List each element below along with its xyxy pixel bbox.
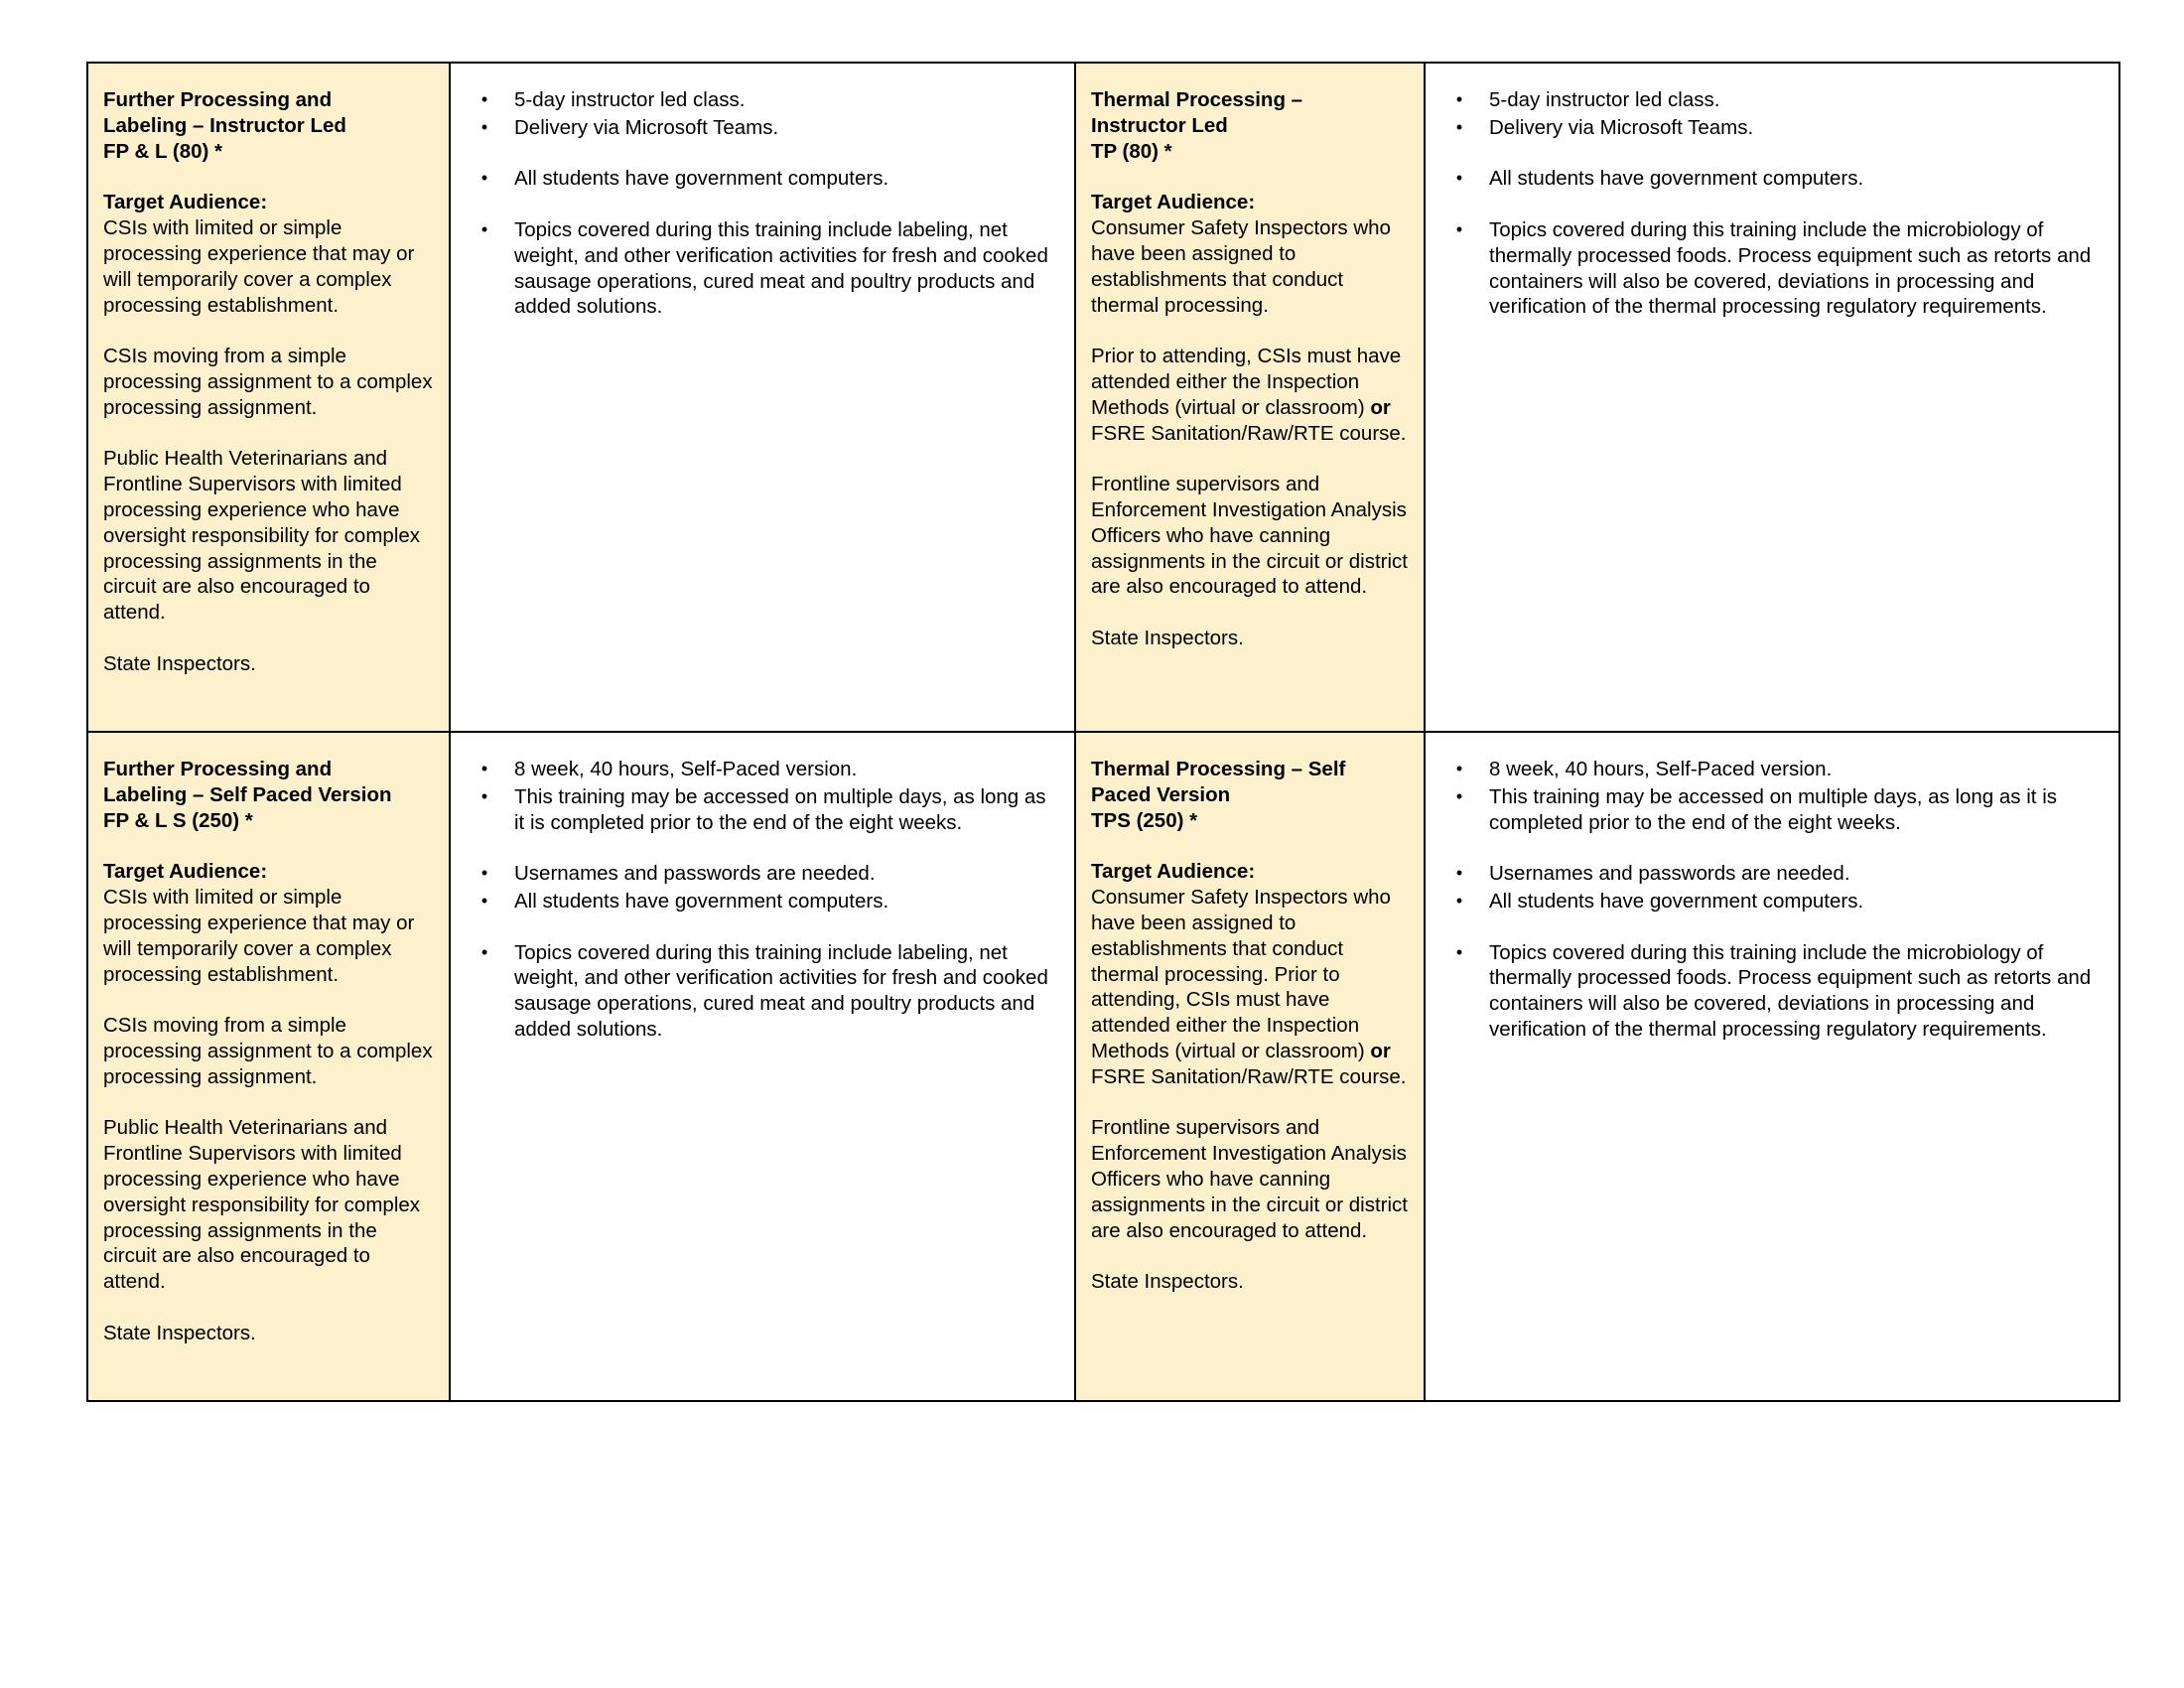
list-item-text: All students have government computers. [1489,167,1864,191]
bullet-list [475,166,1058,192]
list-item [475,166,1058,192]
target-audience-heading: Target Audience: [1091,191,1256,214]
course-title-line: Instructor Led [1091,113,1228,137]
course-title-line: Labeling – Instructor Led [103,113,346,137]
list-item [1449,861,2103,887]
course-title-line: Thermal Processing – Self [1091,758,1346,780]
course-title-cell [1075,63,1425,732]
list-item [1449,940,2103,1043]
bullet-list [475,861,1058,914]
list-item-text: 5-day instructor led class. [514,88,746,111]
list-item [1449,889,2103,914]
list-item [475,87,1058,113]
course-title-line: FP & L S (250) * [103,808,253,832]
bullet-icon: • [480,168,488,189]
list-item [475,217,1058,320]
course-details-cell [1425,63,2119,732]
bullet-list [475,940,1058,1043]
bullet-icon: • [1455,785,1463,806]
list-item [475,757,1058,782]
course-title-line: Paced Version [1091,782,1231,806]
list-item-text: Delivery via Microsoft Teams. [514,115,779,139]
list-item-text: This training may be accessed on multiple days, as long as it is completed prior to the end of the eight weeks. [514,784,1046,834]
bullet-list [1449,757,2103,835]
audience-paragraph: Public Health Veterinarians and Frontline Supervisors with limited processing experience who have oversight responsibility for complex processing assignments in the circuit are also encouraged to attend. [103,447,421,625]
list-item-text: Topics covered during this training include the microbiology of thermally processed foods. Process equipment such as retorts and containers will also be covered, deviations in processing and verification of the thermal processing regulatory requirements. [1489,217,2092,319]
course-title-line: Labeling – Self Paced Version [103,782,392,806]
target-audience-heading: Target Audience: [1091,860,1256,884]
course-title [103,87,435,164]
list-item-text: Topics covered during this training include labeling, net weight, and other verification activities for fresh and cooked sausage operations, cured meat and poultry products and added solutions. [514,940,1048,1041]
bullet-icon: • [1455,890,1463,911]
audience-paragraph [1091,344,1410,446]
bullet-icon: • [480,759,488,778]
list-item-text: All students have government computers. [514,167,889,191]
audience-paragraph: CSIs with limited or simple processing experience that may or will temporarily cover a complex processing establishment. [103,886,415,986]
bullet-icon: • [1455,941,1463,962]
list-item [1449,87,2103,113]
table-row [87,732,2119,1401]
list-item [1449,757,2103,782]
course-title-line: TPS (250) * [1091,808,1198,832]
course-details-cell [450,63,1075,732]
course-title-cell [1075,732,1425,1401]
audience-paragraph: Frontline supervisors and Enforcement Investigation Analysis Officers who have canning assignments in the circuit or district are also encouraged to attend. [1091,1116,1409,1242]
course-title-line: Further Processing and [103,758,333,780]
course-title-cell [87,732,450,1401]
bullet-list [1449,861,2103,914]
course-title-line: Further Processing and [103,88,333,111]
bullet-list [1449,940,2103,1043]
bullet-icon: • [1455,116,1463,137]
bullet-icon: • [1455,218,1463,239]
bullet-list [475,87,1058,141]
audience-text: Prior to attending, CSIs must have attended either the Inspection Methods (virtual or classroom) [1091,345,1402,419]
list-item-text: Usernames and passwords are needed. [514,862,876,886]
bullet-list [1449,87,2103,141]
emphasis-text: or [1370,395,1391,419]
list-item-text: Usernames and passwords are needed. [1489,862,1850,886]
course-title-cell [87,63,450,732]
bullet-icon: • [480,941,488,962]
bullet-icon: • [480,863,488,884]
list-item-text: 5-day instructor led class. [1489,88,1720,111]
audience-paragraph: CSIs moving from a simple processing assignment to a complex processing assignment. [103,1014,433,1088]
audience-paragraph: CSIs with limited or simple processing experience that may or will temporarily cover a complex processing establishment. [103,216,415,317]
bullet-icon: • [1455,89,1463,109]
audience-paragraph: Consumer Safety Inspectors who have been assigned to establishments that conduct thermal processing. [1091,216,1391,317]
list-item-text: All students have government computers. [514,889,889,913]
bullet-list [1449,217,2103,320]
audience-text: Consumer Safety Inspectors who have been assigned to establishments that conduct thermal processing. Prior to attending, CSIs must have attended either the Inspection Methods (virtual or classroom) [1091,886,1391,1062]
audience-paragraph: State Inspectors. [103,651,256,675]
course-title [1091,757,1410,833]
bullet-icon: • [480,218,488,239]
audience-text: FSRE Sanitation/Raw/RTE course. [1091,421,1407,445]
course-details-cell [1425,732,2119,1401]
audience-text: FSRE Sanitation/Raw/RTE course. [1091,1064,1407,1088]
list-item-text: 8 week, 40 hours, Self-Paced version. [514,758,858,780]
course-title [1091,87,1410,164]
bullet-icon: • [480,116,488,137]
course-title-line: Thermal Processing – [1091,88,1303,111]
list-item-text: This training may be accessed on multiple days, as long as it is completed prior to the end of the eight weeks. [1489,784,2057,834]
audience-paragraph: Frontline supervisors and Enforcement Investigation Analysis Officers who have canning assignments in the circuit or district are also encouraged to attend. [1091,473,1409,599]
target-audience-heading: Target Audience: [103,860,268,884]
list-item [475,940,1058,1043]
list-item-text: Topics covered during this training include the microbiology of thermally processed foods. Process equipment such as retorts and containers will also be covered, deviations in processing and verification of the thermal processing regulatory requirements. [1489,940,2092,1041]
audience-paragraph: Public Health Veterinarians and Frontline Supervisors with limited processing experience who have oversight responsibility for complex processing assignments in the circuit are also encouraged to attend. [103,1116,421,1294]
course-title-line: TP (80) * [1091,139,1172,163]
list-item-text: Topics covered during this training include labeling, net weight, and other verification activities for fresh and cooked sausage operations, cured meat and poultry products and added solutions. [514,217,1048,319]
bullet-list [475,757,1058,835]
audience-paragraph: State Inspectors. [103,1321,256,1344]
course-table [86,62,2120,1402]
bullet-list [1449,166,2103,192]
target-audience-heading: Target Audience: [103,191,268,214]
list-item [1449,115,2103,141]
list-item [1449,217,2103,320]
emphasis-text: or [1370,1039,1391,1062]
bullet-icon: • [480,785,488,806]
bullet-icon: • [1455,863,1463,884]
bullet-list [475,217,1058,320]
list-item [475,115,1058,141]
bullet-icon: • [480,89,488,109]
list-item [1449,784,2103,836]
audience-paragraph: State Inspectors. [1091,1270,1244,1294]
course-details-cell [450,732,1075,1401]
audience-paragraph: CSIs moving from a simple processing assignment to a complex processing assignment. [103,345,433,419]
bullet-icon: • [1455,759,1463,778]
audience-paragraph [1091,885,1410,1089]
bullet-icon: • [480,890,488,911]
bullet-icon: • [1455,168,1463,189]
list-item-text: Delivery via Microsoft Teams. [1489,115,1754,139]
list-item [475,784,1058,836]
audience-paragraph: State Inspectors. [1091,626,1244,649]
course-title-line: FP & L (80) * [103,139,222,163]
list-item-text: 8 week, 40 hours, Self-Paced version. [1489,758,1833,780]
list-item-text: All students have government computers. [1489,889,1864,913]
course-title [103,757,435,833]
list-item [1449,166,2103,192]
list-item [475,889,1058,914]
table-row [87,63,2119,732]
list-item [475,861,1058,887]
